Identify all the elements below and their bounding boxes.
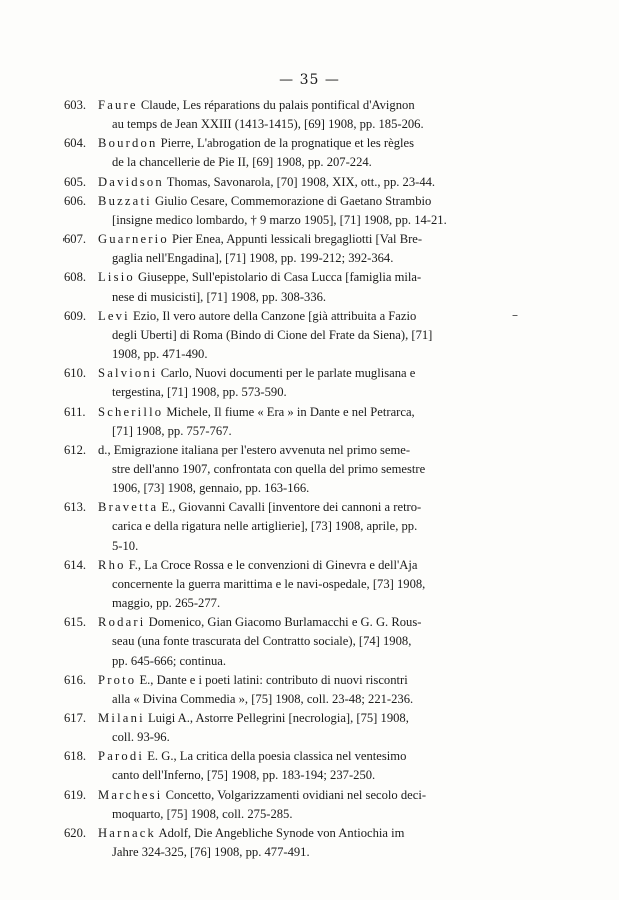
entry-continuation-line: [88, 153, 508, 172]
entry-first-line: [64, 613, 508, 632]
entry-text: Giulio Cesare, Commemorazione di Gaetano Strambio: [151, 193, 432, 208]
entry-text: [insigne medico lombardo, † 9 marzo 1905], [71] 1908, pp. 14-21.: [112, 212, 447, 227]
entry-first-line: [64, 556, 508, 575]
entry-text: Giuseppe, Sull'epistolario di Casa Lucca [famiglia mila-: [134, 270, 422, 285]
entry-number: 610.: [64, 366, 87, 381]
entry-continuation-line: [88, 805, 508, 824]
entry-text: [71] 1908, pp. 757-767.: [112, 423, 232, 438]
bibliography-entry: [64, 747, 508, 785]
entry-text: stre dell'anno 1907, confrontata con quella del primo semestre: [112, 461, 426, 476]
bibliography-entry: [64, 613, 508, 670]
entry-text: Jahre 324-325, [76] 1908, pp. 477-491.: [112, 845, 310, 860]
bibliography-entry: [64, 307, 508, 364]
entry-text: degli Uberti] di Roma (Bindo di Cione del Frate da Siena), [71]: [112, 327, 433, 342]
entry-continuation-line: [88, 211, 508, 230]
bibliography-entry: [64, 230, 508, 268]
entry-continuation-line: [88, 766, 508, 785]
entry-author: Rodari: [98, 615, 146, 630]
entry-text: Thomas, Savonarola, [70] 1908, XIX, ott., pp. 23-44.: [163, 174, 436, 189]
entry-text: gaglia nell'Engadina], [71] 1908, pp. 199-212; 392-364.: [112, 251, 394, 266]
entry-continuation-line: [88, 345, 508, 364]
entry-author: Parodi: [98, 749, 145, 764]
entry-text: Pier Enea, Appunti lessicali bregagliotti [Val Bre-: [168, 232, 423, 247]
entry-author: Harnack: [98, 825, 157, 840]
entry-text: alla « Divina Commedia », [75] 1908, coll. 23-48; 221-236.: [112, 691, 414, 706]
entry-author: Faure: [98, 98, 138, 112]
entry-text: nese di musicisti], [71] 1908, pp. 308-336.: [112, 289, 327, 304]
entry-author: Marchesi: [98, 787, 163, 802]
entry-text: Ezio, Il vero autore della Canzone [già attribuita a Fazio: [129, 308, 417, 323]
entry-continuation-line: [88, 422, 508, 441]
entry-number: 620.: [64, 825, 87, 840]
entry-number: 618.: [64, 749, 87, 764]
bibliography-entry: [64, 403, 508, 441]
entry-text: Adolf, Die Angebliche Synode von Antiochia im: [156, 825, 405, 840]
entry-continuation-line: [88, 728, 508, 747]
bibliography-entry: [64, 556, 508, 613]
entry-first-line: [64, 268, 508, 287]
entry-number: 617.: [64, 711, 87, 725]
entry-first-line: [64, 498, 508, 517]
entry-author: Rho: [98, 557, 126, 572]
entry-text: Pierre, L'abrogation de la prognatique et les règles: [157, 136, 414, 151]
entry-text: coll. 93-96.: [112, 730, 170, 745]
entry-text: moquarto, [75] 1908, coll. 275-285.: [112, 806, 293, 821]
entry-text: d., Emigrazione italiana per l'estero avvenuta nel primo seme-: [98, 442, 411, 457]
entry-continuation-line: [88, 288, 508, 307]
entry-text: Michele, Il fiume « Era » in Dante e nel Petrarca,: [163, 404, 415, 419]
entry-first-line: [64, 671, 508, 690]
entry-text: Domenico, Gian Giacomo Burlamacchi e G. G. Rous-: [145, 615, 422, 630]
entry-text: F., La Croce Rossa e le convenzioni di Ginevra e dell'Aja: [125, 557, 418, 572]
entry-first-line: [64, 441, 508, 460]
entry-text: concernente la guerra marittima e le navi-ospedale, [73] 1908,: [112, 576, 426, 591]
entry-number: 619.: [64, 787, 87, 802]
entry-first-line: [64, 364, 508, 383]
bibliography-entry: [64, 173, 508, 192]
entry-continuation-line: [88, 517, 508, 536]
entry-text: Carlo, Nuovi documenti per le parlate muglisana e: [157, 366, 416, 381]
entry-text: E., Giovanni Cavalli [inventore dei cannoni a retro-: [158, 500, 422, 515]
bibliography-list: [64, 96, 508, 862]
entry-continuation-line: [88, 575, 508, 594]
entry-text: Luigi A., Astorre Pellegrini [necrologia], [75] 1908,: [144, 711, 409, 725]
bibliography-entry: [64, 441, 508, 498]
ink-speck: ': [62, 236, 66, 250]
entry-continuation-line: [88, 843, 508, 862]
entry-continuation-line: [88, 594, 508, 613]
bibliography-entry: [64, 498, 508, 555]
entry-text: 5-10.: [112, 538, 139, 553]
entry-author: Bourdon: [98, 136, 158, 151]
entry-number: 616.: [64, 672, 87, 687]
entry-first-line: [64, 747, 508, 766]
bibliography-entry: [64, 134, 508, 172]
entry-first-line: [64, 786, 508, 805]
bibliography-entry: [64, 268, 508, 306]
bibliography-entry: [64, 709, 508, 747]
entry-number: 615.: [64, 615, 87, 630]
entry-continuation-line: [88, 690, 508, 709]
entry-text: pp. 645-666; continua.: [112, 653, 227, 668]
entry-author: Levi: [98, 308, 130, 323]
entry-author: Milani: [98, 711, 145, 725]
entry-text: au temps de Jean XXIII (1413-1415), [69] 1908, pp. 185-206.: [112, 117, 424, 132]
entry-text: 1908, pp. 471-490.: [112, 347, 208, 362]
bibliography-entry: [64, 786, 508, 824]
entry-author: Proto: [98, 672, 137, 687]
entry-text: tergestina, [71] 1908, pp. 573-590.: [112, 385, 287, 400]
entry-first-line: [64, 824, 508, 843]
entry-number: 611.: [64, 404, 86, 419]
entry-continuation-line: [88, 632, 508, 651]
entry-continuation-line: [88, 115, 508, 134]
ink-speck: –: [512, 308, 518, 322]
entry-first-line: [64, 134, 508, 153]
entry-number: 606.: [64, 193, 87, 208]
entry-continuation-line: [88, 479, 508, 498]
bibliography-entry: [64, 96, 508, 134]
entry-continuation-line: [88, 249, 508, 268]
bibliography-entry: [64, 824, 508, 862]
entry-text: Concetto, Volgarizzamenti ovidiani nel secolo deci-: [162, 787, 427, 802]
entry-number: 612.: [64, 442, 87, 457]
entry-author: Salvioni: [98, 366, 158, 381]
entry-author: Guarnerio: [98, 232, 169, 247]
entry-number: 604.: [64, 136, 87, 151]
entry-text: maggio, pp. 265-277.: [112, 596, 221, 611]
entry-author: Davidson: [98, 174, 164, 189]
bibliography-entry: [64, 671, 508, 709]
entry-author: Scherillo: [98, 404, 164, 419]
entry-text: E. G., La critica della poesia classica nel ventesimo: [144, 749, 407, 764]
entry-author: Bravetta: [98, 500, 159, 515]
entry-first-line: [64, 96, 508, 115]
entry-author: Buzzati: [98, 193, 152, 208]
entry-text: seau (una fonte trascurata del Contratto sociale), [74] 1908,: [112, 634, 412, 649]
entry-text: E., Dante e i poeti latini: contributo di nuovi riscontri: [136, 672, 408, 687]
entry-number: 607.: [64, 232, 87, 247]
entry-continuation-line: [88, 460, 508, 479]
entry-first-line: [64, 192, 508, 211]
entry-first-line: [64, 403, 508, 422]
entry-text: carica e della rigatura nelle artiglierie], [73] 1908, aprile, pp.: [112, 519, 418, 534]
entry-number: 608.: [64, 270, 87, 285]
entry-text: de la chancellerie de Pie II, [69] 1908, pp. 207-224.: [112, 155, 372, 170]
page-number: — 35 —: [279, 72, 340, 88]
bibliography-entry: [64, 192, 508, 230]
entry-first-line: [64, 307, 508, 326]
entry-continuation-line: [88, 383, 508, 402]
entry-first-line: [64, 173, 508, 192]
entry-continuation-line: [88, 537, 508, 556]
entry-first-line: [64, 709, 508, 728]
entry-number: 614.: [64, 557, 87, 572]
entry-continuation-line: [88, 652, 508, 671]
entry-number: 609.: [64, 308, 87, 323]
entry-text: Claude, Les réparations du palais pontifical d'Avignon: [137, 98, 415, 112]
bibliography-entry: [64, 364, 508, 402]
entry-author: Lisio: [98, 270, 135, 285]
entry-number: 605.: [64, 174, 87, 189]
entry-text: 1906, [73] 1908, gennaio, pp. 163-166.: [112, 481, 310, 496]
entry-continuation-line: [88, 326, 508, 345]
entry-number: 603.: [64, 98, 87, 112]
entry-first-line: [64, 230, 508, 249]
entry-number: 613.: [64, 500, 87, 515]
entry-text: canto dell'Inferno, [75] 1908, pp. 183-194; 237-250.: [112, 768, 376, 783]
